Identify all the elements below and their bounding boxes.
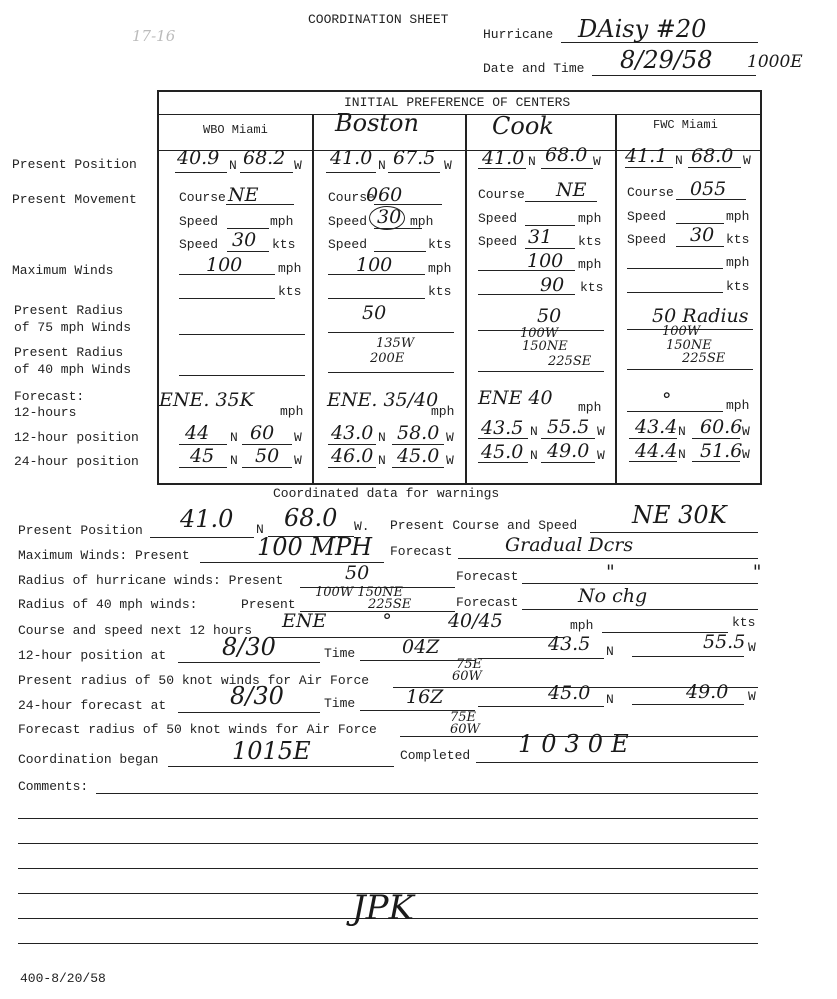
- boston-r75: 50: [362, 302, 387, 324]
- row-label-maximum-winds: Maximum Winds: [12, 263, 114, 278]
- cook-p24-lat: 45.0: [481, 441, 524, 463]
- coord-pp-lat: 41.0: [180, 505, 234, 533]
- coord-rad-hurr-forecast: " ": [606, 561, 828, 583]
- coordinated-heading: Coordinated data for warnings: [273, 486, 500, 501]
- coord-completed: 1030E: [518, 730, 637, 758]
- cook-speed-kts: 31: [528, 226, 553, 248]
- wbo-p24-lon: 50: [255, 445, 280, 467]
- cook-lat: 41.0: [482, 147, 525, 169]
- boston-course: 060: [366, 184, 403, 206]
- cook-max-kts: 90: [540, 274, 565, 296]
- center-wbo-miami: WBO Miami: [203, 123, 268, 137]
- boston-p12-lat: 43.0: [331, 422, 374, 444]
- cook-p12-lon: 55.5: [547, 416, 590, 438]
- fwc-p12-lon: 60.6: [700, 416, 743, 438]
- fwc-lat: 41.1: [625, 145, 668, 167]
- coord-fc24-lat: 45.0: [548, 682, 591, 704]
- row-label-present-movement: Present Movement: [12, 192, 137, 207]
- corner-pencil-mark: 17-16: [132, 27, 176, 45]
- coord-pos12-time: 04Z: [402, 636, 440, 658]
- datetime-label: Date and Time: [483, 61, 585, 76]
- coord-fc24-date: 8/30: [230, 682, 284, 710]
- wbo-p12-lon: 60: [250, 422, 275, 444]
- boston-p24-lat: 46.0: [331, 445, 374, 467]
- coord-course-speed: NE 30K: [632, 501, 727, 529]
- boston-p24-lon: 45.0: [397, 445, 440, 467]
- wbo-forecast: ENE. 35K: [159, 389, 254, 411]
- center-boston: Boston: [335, 109, 419, 137]
- row-label-radius75-1: Present Radius: [14, 303, 124, 318]
- coord-r50-b: 60W: [452, 669, 482, 684]
- boston-forecast: ENE. 35/40: [327, 389, 439, 411]
- row-label-present-position: Present Position: [12, 157, 137, 172]
- boston-speed-circle: [369, 206, 405, 230]
- coord-fc24-lon: 49.0: [686, 681, 729, 703]
- boston-r40-b: 200E: [370, 351, 405, 366]
- wbo-lat: 40.9: [177, 147, 220, 169]
- coord-rad40-a: 100W 150NE: [315, 585, 403, 600]
- cook-r75: 50: [537, 305, 562, 327]
- datetime-time: 1000E: [747, 52, 803, 72]
- coord-pp-lon: 68.0: [284, 504, 338, 532]
- coord-r50-a: 75E: [456, 657, 483, 672]
- fwc-p24-lat: 44.4: [635, 440, 678, 462]
- cook-course: NE: [556, 179, 587, 201]
- wbo-p24-lat: 45: [190, 445, 215, 467]
- cook-lon: 68.0: [545, 144, 588, 166]
- fwc-course: 055: [690, 178, 727, 200]
- boston-r40-a: 135W: [376, 336, 415, 351]
- row-label-pos24: 24-hour position: [14, 454, 139, 469]
- row-label-radius40-2: of 40 mph Winds: [14, 362, 132, 377]
- form-title: COORDINATION SHEET: [308, 12, 449, 27]
- coord-max-winds: 100 MPH: [257, 533, 373, 561]
- hurricane-label: Hurricane: [483, 27, 554, 42]
- coord-pos12-date: 8/30: [222, 633, 276, 661]
- fwc-speed-kts: 30: [690, 224, 715, 246]
- fwc-p12-lat: 43.4: [635, 416, 678, 438]
- hurricane-name: DAisy #20: [578, 15, 707, 43]
- boston-lat: 41.0: [330, 147, 373, 169]
- boston-p12-lon: 58.0: [397, 422, 440, 444]
- coord-rad40-b: 225SE: [368, 597, 412, 612]
- fwc-r75: 50 Radius: [652, 305, 749, 327]
- cook-r40-c: 225SE: [548, 354, 592, 369]
- cook-p12-lat: 43.5: [481, 417, 524, 439]
- wbo-speed-kts: 30: [232, 229, 257, 251]
- row-label-pos12: 12-hour position: [14, 430, 139, 445]
- wbo-course: NE: [228, 184, 259, 206]
- coord-rad40-forecast: No chg: [578, 585, 648, 607]
- center-cook: Cook: [492, 112, 554, 140]
- boston-speed-mph: 30: [377, 206, 402, 228]
- cook-max-mph: 100: [527, 250, 564, 272]
- cook-r40-b: 150NE: [522, 339, 568, 354]
- cook-p24-lon: 49.0: [547, 440, 590, 462]
- fwc-r40-c: 225SE: [682, 351, 726, 366]
- table-header: INITIAL PREFERENCE OF CENTERS: [344, 95, 571, 110]
- wbo-lon: 68.2: [243, 147, 286, 169]
- row-label-forecast: Forecast:: [14, 389, 85, 404]
- cook-forecast: ENE 40: [478, 387, 553, 409]
- signature-initials: JPK: [352, 888, 414, 928]
- cook-r40-a: 100W: [520, 326, 559, 341]
- row-label-radius75-2: of 75 mph Winds: [14, 320, 132, 335]
- fwc-r40-a: 100W: [662, 324, 701, 339]
- coord-max-winds-forecast: Gradual Dcrs: [505, 534, 634, 556]
- comments-label: Comments:: [18, 779, 89, 794]
- boston-max-mph: 100: [356, 254, 393, 276]
- wbo-max-mph: 100: [206, 254, 243, 276]
- coord-pos12-lon: 55.5: [703, 631, 746, 653]
- coord-rad-hurr: 50: [345, 562, 370, 584]
- row-label-radius40-1: Present Radius: [14, 345, 124, 360]
- footer-code: 400-8/20/58: [20, 971, 106, 986]
- row-label-forecast-12h: 12-hours: [14, 405, 77, 420]
- coord-fr50: 75E 60W: [450, 710, 480, 737]
- datetime-date: 8/29/58: [620, 46, 713, 74]
- coord-next12: ENE ° 40/45: [282, 610, 503, 632]
- coord-began: 1015E: [232, 737, 311, 765]
- fwc-p24-lon: 51.6: [700, 440, 743, 462]
- wbo-p12-lat: 44: [185, 422, 210, 444]
- fwc-r40-b: 150NE: [666, 338, 712, 353]
- center-fwc-miami: FWC Miami: [653, 118, 718, 132]
- boston-lon: 67.5: [393, 147, 436, 169]
- coord-pos12-lat: 43.5: [548, 633, 591, 655]
- fwc-forecast: °: [662, 389, 672, 411]
- fwc-lon: 68.0: [691, 145, 734, 167]
- coord-fc24-time: 16Z: [406, 686, 444, 708]
